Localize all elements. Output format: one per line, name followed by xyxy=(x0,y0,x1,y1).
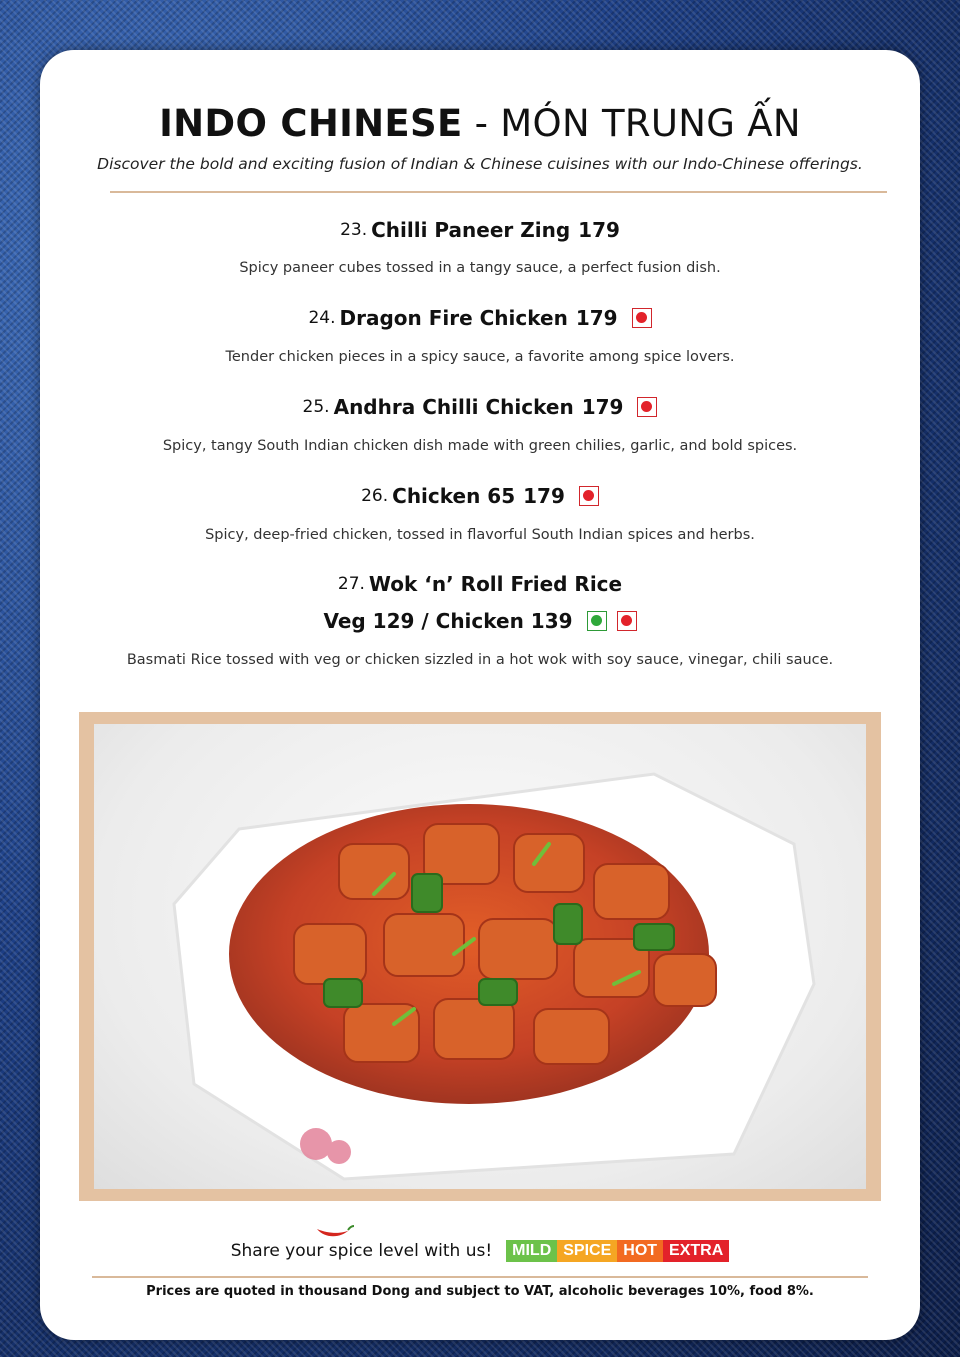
item-name: Andhra Chilli Chicken xyxy=(333,395,574,419)
non-veg-icon xyxy=(637,397,657,417)
item-name: Chilli Paneer Zing xyxy=(371,218,571,242)
item-price: 179 xyxy=(523,484,565,508)
spice-level-spice: SPICE xyxy=(557,1240,617,1262)
menu-item-27-heading xyxy=(0,572,960,596)
item-number: 25. xyxy=(302,397,330,417)
item-number: 26. xyxy=(361,486,389,506)
spice-prompt-text: Share your spice level with us! xyxy=(230,1241,493,1261)
spice-level-row xyxy=(0,1240,960,1262)
menu-item-27-description: Basmati Rice tossed with veg or chicken sizzled in a hot wok with soy sauce, vinegar, chili sauce. xyxy=(126,652,834,668)
item-price: Veg 129 / Chicken 139 xyxy=(323,609,573,633)
non-veg-icon xyxy=(617,611,637,631)
item-price: 179 xyxy=(581,395,624,419)
item-number: 27. xyxy=(337,574,365,594)
item-name: Wok ‘n’ Roll Fried Rice xyxy=(368,572,623,596)
menu-item-27-price-line xyxy=(0,609,960,633)
menu-item-25-description: Spicy, tangy South Indian chicken dish made with green chilies, garlic, and bold spices. xyxy=(162,438,798,454)
spice-level-hot: HOT xyxy=(617,1240,663,1262)
card-corner xyxy=(23,33,57,67)
menu-item-23-description: Spicy paneer cubes tossed in a tangy sauce, a perfect fusion dish. xyxy=(239,260,721,276)
page-title xyxy=(0,102,960,145)
veg-icon xyxy=(587,611,607,631)
price-note: Prices are quoted in thousand Dong and subject to VAT, alcoholic beverages 10%, food 8%. xyxy=(146,1284,814,1299)
item-number: 24. xyxy=(308,308,336,328)
menu-item-23-heading xyxy=(0,218,960,242)
non-veg-icon xyxy=(579,486,599,506)
title-rest: - MÓN TRUNG ẤN xyxy=(462,102,801,145)
item-name: Dragon Fire Chicken xyxy=(339,306,568,330)
chili-icon xyxy=(315,1223,355,1239)
item-number: 23. xyxy=(340,220,368,240)
dish-illustration xyxy=(94,724,866,1189)
chilli-paneer-photo xyxy=(94,724,866,1189)
non-veg-icon xyxy=(632,308,652,328)
menu-item-26-heading xyxy=(0,484,960,508)
menu-item-24-description: Tender chicken pieces in a spicy sauce, a favorite among spice lovers. xyxy=(225,349,735,365)
menu-item-24-heading xyxy=(0,306,960,330)
header-divider xyxy=(110,191,887,193)
photo-frame xyxy=(79,712,881,1201)
menu-item-25-heading xyxy=(0,395,960,419)
spice-level-mild: MILD xyxy=(506,1240,557,1262)
spice-levels xyxy=(506,1240,729,1262)
title-bold: INDO CHINESE xyxy=(159,102,463,145)
item-price: 179 xyxy=(575,306,618,330)
page-subtitle: Discover the bold and exciting fusion of Indian & Chinese cuisines with our Indo-Chinese offerings. xyxy=(97,155,863,173)
menu-item-26-description: Spicy, deep-fried chicken, tossed in flavorful South Indian spices and herbs. xyxy=(205,527,755,543)
item-name: Chicken 65 xyxy=(392,484,516,508)
item-price: 179 xyxy=(578,218,620,242)
spice-prompt xyxy=(231,1241,492,1261)
spice-level-extra: EXTRA xyxy=(663,1240,729,1262)
footer-divider xyxy=(92,1276,868,1278)
